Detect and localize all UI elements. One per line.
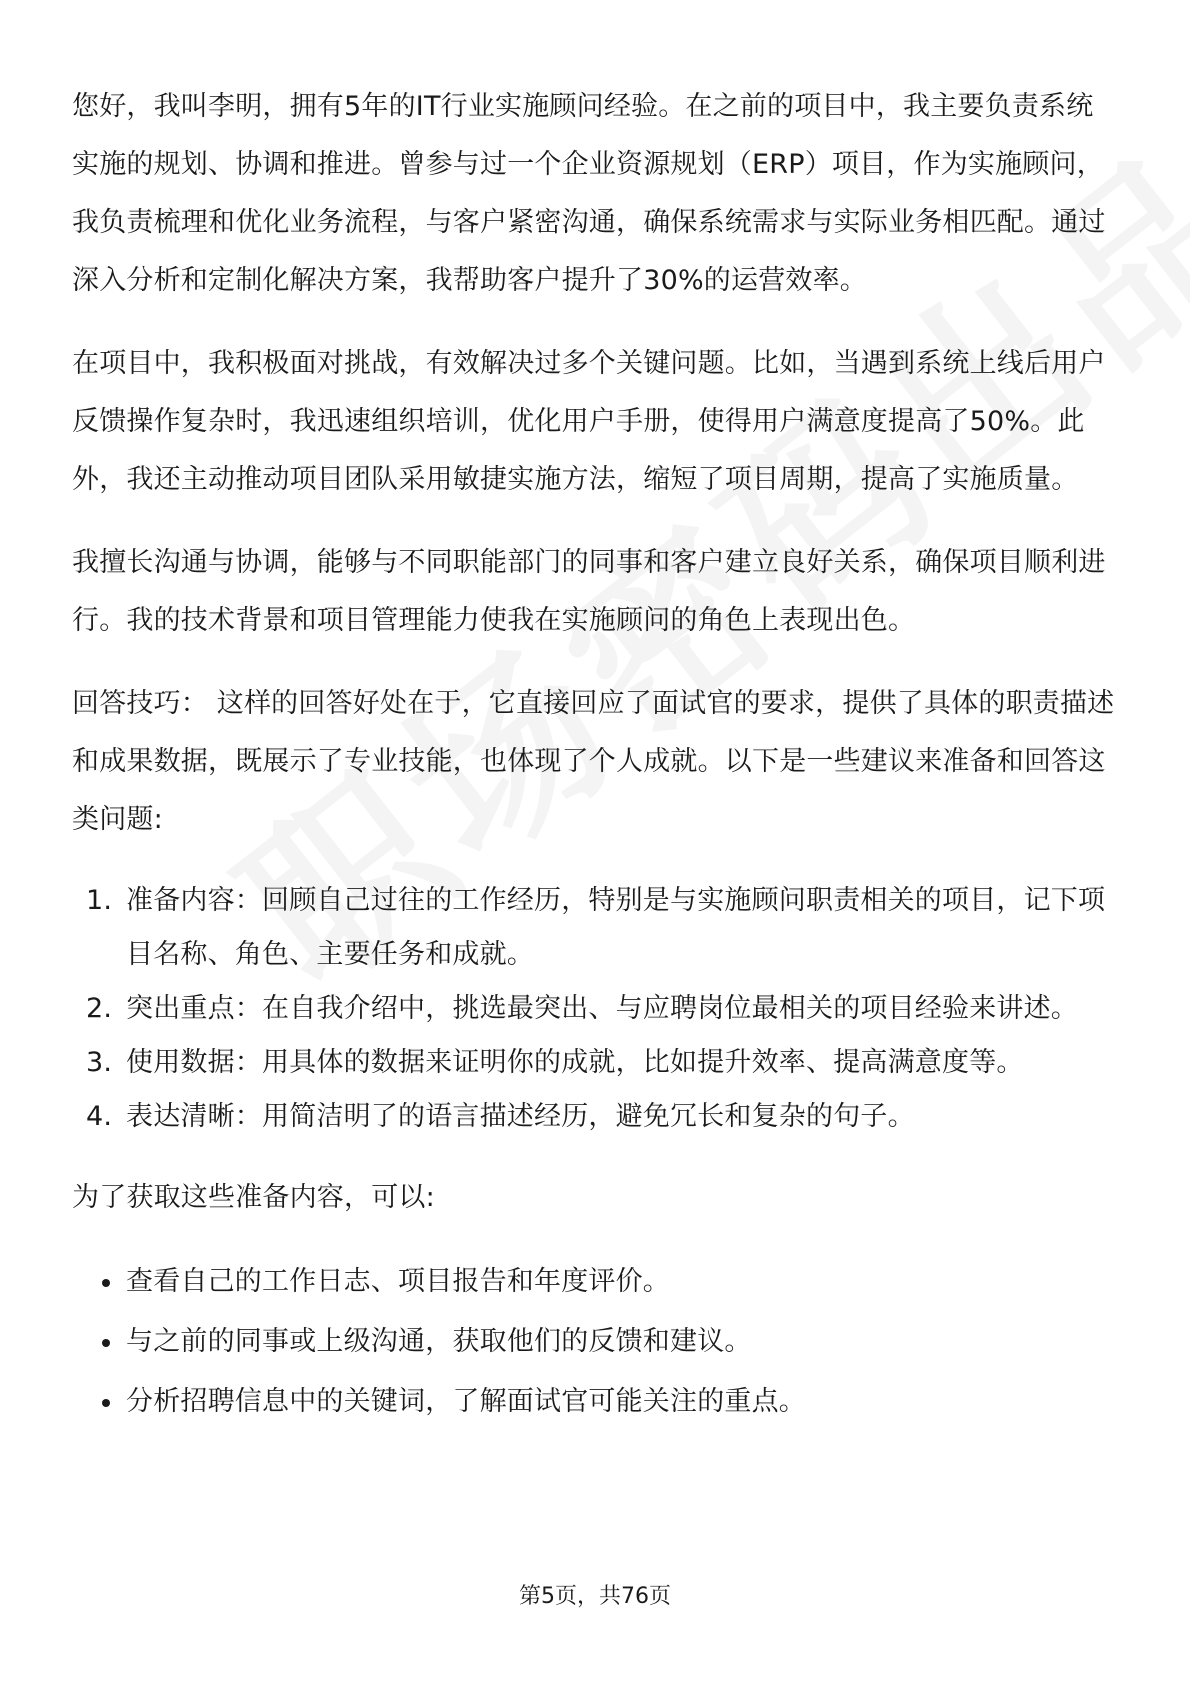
- list-item: [72, 1090, 1118, 1144]
- list-item: [72, 1312, 1118, 1372]
- list-item-text: 突出重点：在自我介绍中，挑选最突出、与应聘岗位最相关的项目经验来讲述。: [126, 993, 1078, 1024]
- paragraph-answer-tips: 回答技巧： 这样的回答好处在于，它直接回应了面试官的要求，提供了具体的职责描述和成果数据，既展示了专业技能，也体现了个人成就。以下是一些建议来准备和回答这类问题:: [72, 688, 1115, 835]
- bullet-icon: [102, 1279, 110, 1287]
- list-number: 4.: [86, 1101, 113, 1132]
- list-item-text: 与之前的同事或上级沟通，获取他们的反馈和建议。: [126, 1326, 752, 1357]
- tips-list: [72, 874, 1118, 1144]
- list-item: [72, 874, 1118, 982]
- list-item-text: 使用数据：用具体的数据来证明你的成就，比如提升效率、提高满意度等。: [126, 1047, 1024, 1078]
- page-content: [72, 78, 1118, 1432]
- list-item-text: 查看自己的工作日志、项目报告和年度评价。: [126, 1266, 670, 1297]
- list-item-text: 表达清晰：用简洁明了的语言描述经历，避免冗长和复杂的句子。: [126, 1101, 915, 1132]
- list-item: [72, 1036, 1118, 1090]
- prep-list: [72, 1252, 1118, 1432]
- list-item-text: 准备内容：回顾自己过往的工作经历，特别是与实施顾问职责相关的项目，记下项目名称、角色、主要任务和成就。: [126, 885, 1106, 970]
- paragraph-challenges: 在项目中，我积极面对挑战，有效解决过多个关键问题。比如，当遇到系统上线后用户反馈操作复杂时，我迅速组织培训，优化用户手册，使得用户满意度提高了50%。此外，我还主动推动项目团队采用敏捷实施方法，缩短了项目周期，提高了实施质量。: [72, 348, 1106, 495]
- paragraph-intro: 您好，我叫李明，拥有5年的IT行业实施顾问经验。在之前的项目中，我主要负责系统实施的规划、协调和推进。曾参与过一个企业资源规划（ERP）项目，作为实施顾问，我负责梳理和优化业务流程，与客户紧密沟通，确保系统需求与实际业务相匹配。通过深入分析和定制化解决方案，我帮助客户提升了30%的运营效率。: [72, 91, 1106, 296]
- list-item: [72, 1372, 1118, 1432]
- list-item-text: 分析招聘信息中的关键词，了解面试官可能关注的重点。: [126, 1386, 806, 1417]
- page-number: 第5页，共76页: [519, 1584, 671, 1609]
- list-number: 2.: [86, 993, 113, 1024]
- list-item: [72, 1252, 1118, 1312]
- list-number: 1.: [86, 885, 113, 916]
- paragraph-prep-intro: 为了获取这些准备内容，可以:: [72, 1182, 435, 1213]
- bullet-icon: [102, 1399, 110, 1407]
- list-item: [72, 982, 1118, 1036]
- bullet-icon: [102, 1339, 110, 1347]
- list-number: 3.: [86, 1047, 113, 1078]
- paragraph-skills: 我擅长沟通与协调，能够与不同职能部门的同事和客户建立良好关系，确保项目顺利进行。我的技术背景和项目管理能力使我在实施顾问的角色上表现出色。: [72, 547, 1106, 636]
